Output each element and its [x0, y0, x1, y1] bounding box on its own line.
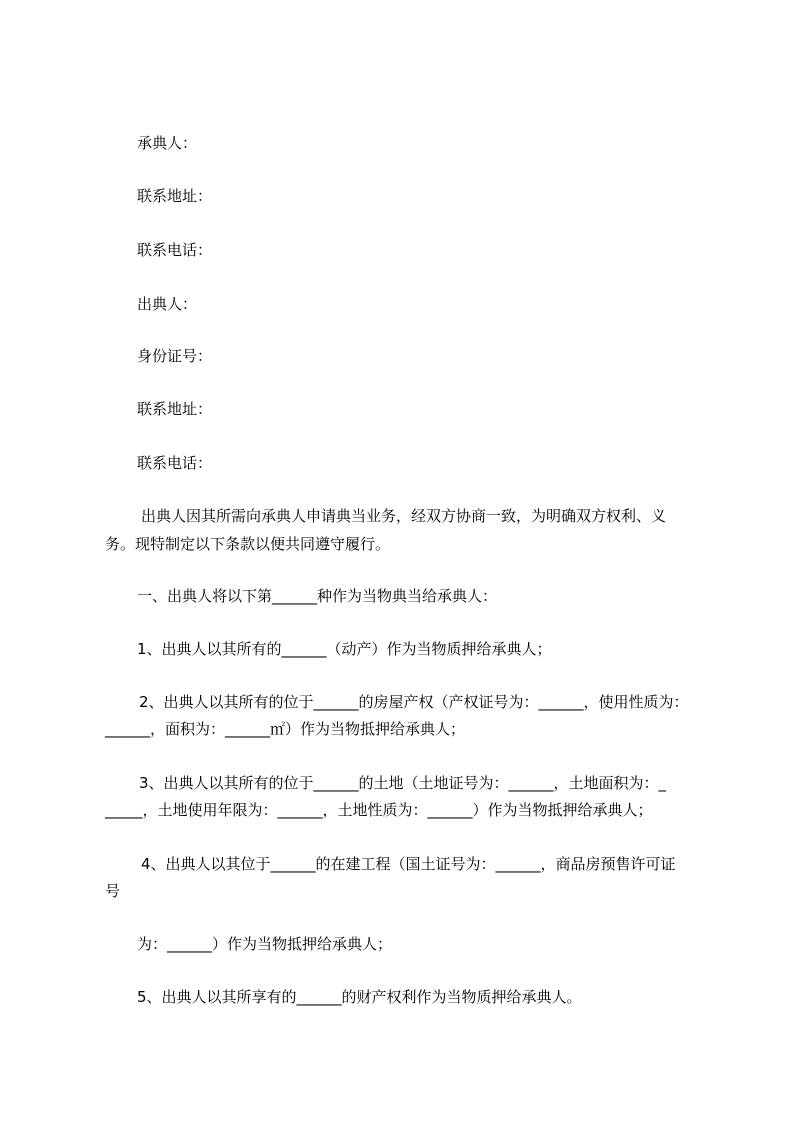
preamble-line-1: 出典人因其所需向承典人申请典当业务，经双方协商一致，为明确双方权利、义 [141, 507, 667, 525]
pawnor-id-label: 身份证号： [137, 347, 213, 365]
clause-1-item-3-line-2: _____，土地使用年限为：______，土地性质为：______）作为当物抵押给承典人； [105, 801, 653, 819]
clause-1-item-3-line-1: 3、出典人以其所有的位于______的土地（土地证号为：______，土地面积为：_ [139, 774, 667, 792]
clause-1-item-4-line-3: 为：______）作为当物抵押给承典人； [137, 935, 393, 953]
pawnee-label: 承典人： [137, 134, 198, 152]
clause-1-item-5: 5、出典人以其所享有的______的财产权利作为当物质押给承典人。 [137, 988, 582, 1006]
clause-1-item-2-line-2: ______，面积为：______㎡）作为当物抵押给承典人； [105, 720, 466, 738]
pawnee-phone-label: 联系电话： [137, 241, 213, 259]
clause-1-heading: 一、出典人将以下第______种作为当物典当给承典人： [137, 587, 498, 605]
clause-1-item-4-line-2: 号 [105, 882, 121, 900]
clause-1-item-4-line-1: 4、出典人以其位于______的在建工程（国土证号为：______，商品房预售许可证 [141, 855, 676, 873]
clause-1-item-2-line-1: 2、出典人以其所有的位于______的房屋产权（产权证号为：______，使用性质为： [139, 693, 689, 711]
preamble-line-2: 务。现特制定以下条款以便共同遵守履行。 [105, 535, 391, 553]
pawnor-label: 出典人： [137, 295, 198, 313]
clause-1-item-1: 1、出典人以其所有的______（动产）作为当物质押给承典人； [137, 640, 552, 658]
pawnor-address-label: 联系地址： [137, 400, 213, 418]
pawnee-address-label: 联系地址： [137, 187, 213, 205]
pawnor-phone-label: 联系电话： [137, 454, 213, 472]
